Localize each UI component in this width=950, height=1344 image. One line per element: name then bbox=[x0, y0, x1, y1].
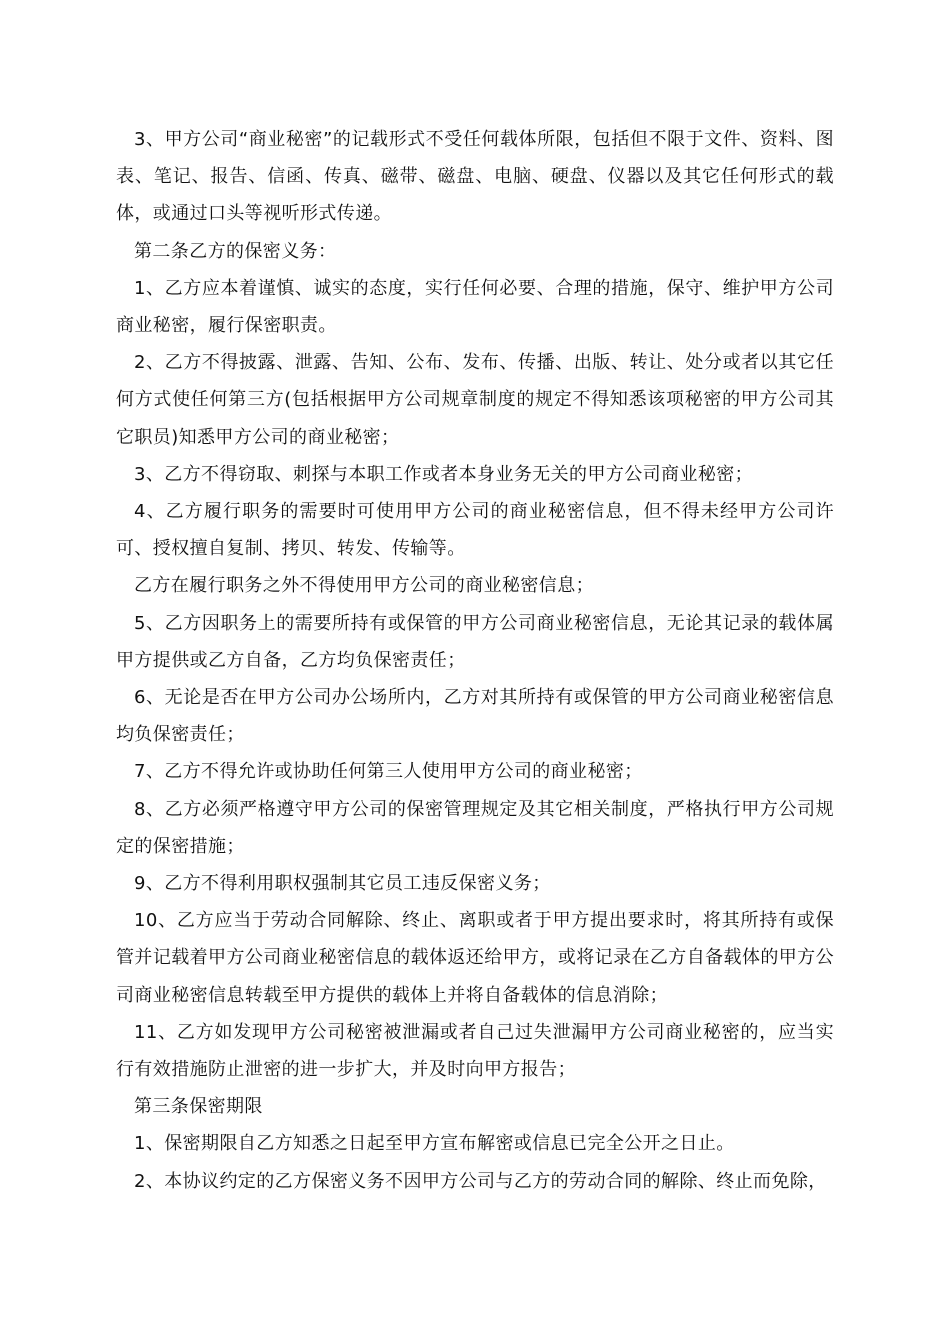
paragraph-duty-6: 6、无论是否在甲方公司办公场所内，乙方对其所持有或保管的甲方公司商业秘密信息均负保密责任； bbox=[116, 687, 834, 746]
paragraph-duty-7: 7、乙方不得允许或协助任何第三人使用甲方公司的商业秘密； bbox=[134, 761, 643, 783]
paragraph-clause-3-forms: 3、甲方公司“商业秘密”的记载形式不受任何载体所限，包括但不限于文件、资料、图表、笔记、报告、信函、传真、磁带、磁盘、电脑、硬盘、仪器以及其它任何形式的载体，或通过口头等视听形式传递。 bbox=[116, 129, 834, 225]
paragraph-duty-3: 3、乙方不得窃取、刺探与本职工作或者本身业务无关的甲方公司商业秘密； bbox=[134, 463, 754, 485]
paragraph-duty-11: 11、乙方如发现甲方公司秘密被泄漏或者自己过失泄漏甲方公司商业秘密的，应当实行有效措施防止泄密的进一步扩大，并及时向甲方报告； bbox=[116, 1021, 834, 1081]
paragraph-duty-2: 2、乙方不得披露、泄露、告知、公布、发布、传播、出版、转让、处分或者以其它任何方式使任何第三方(包括根据甲方公司规章制度的规定不得知悉该项秘密的甲方公司其它职员)知悉甲方公司的商业秘密； bbox=[116, 352, 834, 448]
heading-article-3: 第三条保密期限 bbox=[134, 1096, 263, 1118]
paragraph-duty-1: 1、乙方应本着谨慎、诚实的态度，实行任何必要、合理的措施，保守、维护甲方公司商业秘密，履行保密职责。 bbox=[116, 277, 834, 337]
paragraph-duty-5: 5、乙方因职务上的需要所持有或保管的甲方公司商业秘密信息，无论其记录的载体属甲方提供或乙方自备，乙方均负保密责任； bbox=[116, 612, 834, 671]
paragraph-duty-4-note: 乙方在履行职务之外不得使用甲方公司的商业秘密信息； bbox=[134, 575, 594, 597]
paragraph-term-2: 2、本协议约定的乙方保密义务不因甲方公司与乙方的劳动合同的解除、终止而免除， bbox=[134, 1170, 827, 1192]
document-body bbox=[116, 121, 834, 1200]
paragraph-duty-8: 8、乙方必须严格遵守甲方公司的保密管理规定及其它相关制度，严格执行甲方公司规定的保密措施； bbox=[116, 798, 834, 857]
paragraph-term-1: 1、保密期限自乙方知悉之日起至甲方宣布解密或信息已完全公开之日止。 bbox=[134, 1133, 735, 1155]
paragraph-duty-10: 10、乙方应当于劳动合同解除、终止、离职或者于甲方提出要求时，将其所持有或保管并记载着甲方公司商业秘密信息的载体返还给甲方，或将记录在乙方自备载体的甲方公司商业秘密信息转载至甲方提供的载体上并将自备载体的信息消除； bbox=[116, 910, 834, 1006]
heading-article-2: 第二条乙方的保密义务： bbox=[134, 240, 337, 262]
paragraph-duty-4: 4、乙方履行职务的需要时可使用甲方公司的商业秘密信息，但不得未经甲方公司许可、授权擅自复制、拷贝、转发、传输等。 bbox=[116, 501, 834, 560]
paragraph-duty-9: 9、乙方不得利用职权强制其它员工违反保密义务； bbox=[134, 873, 551, 895]
